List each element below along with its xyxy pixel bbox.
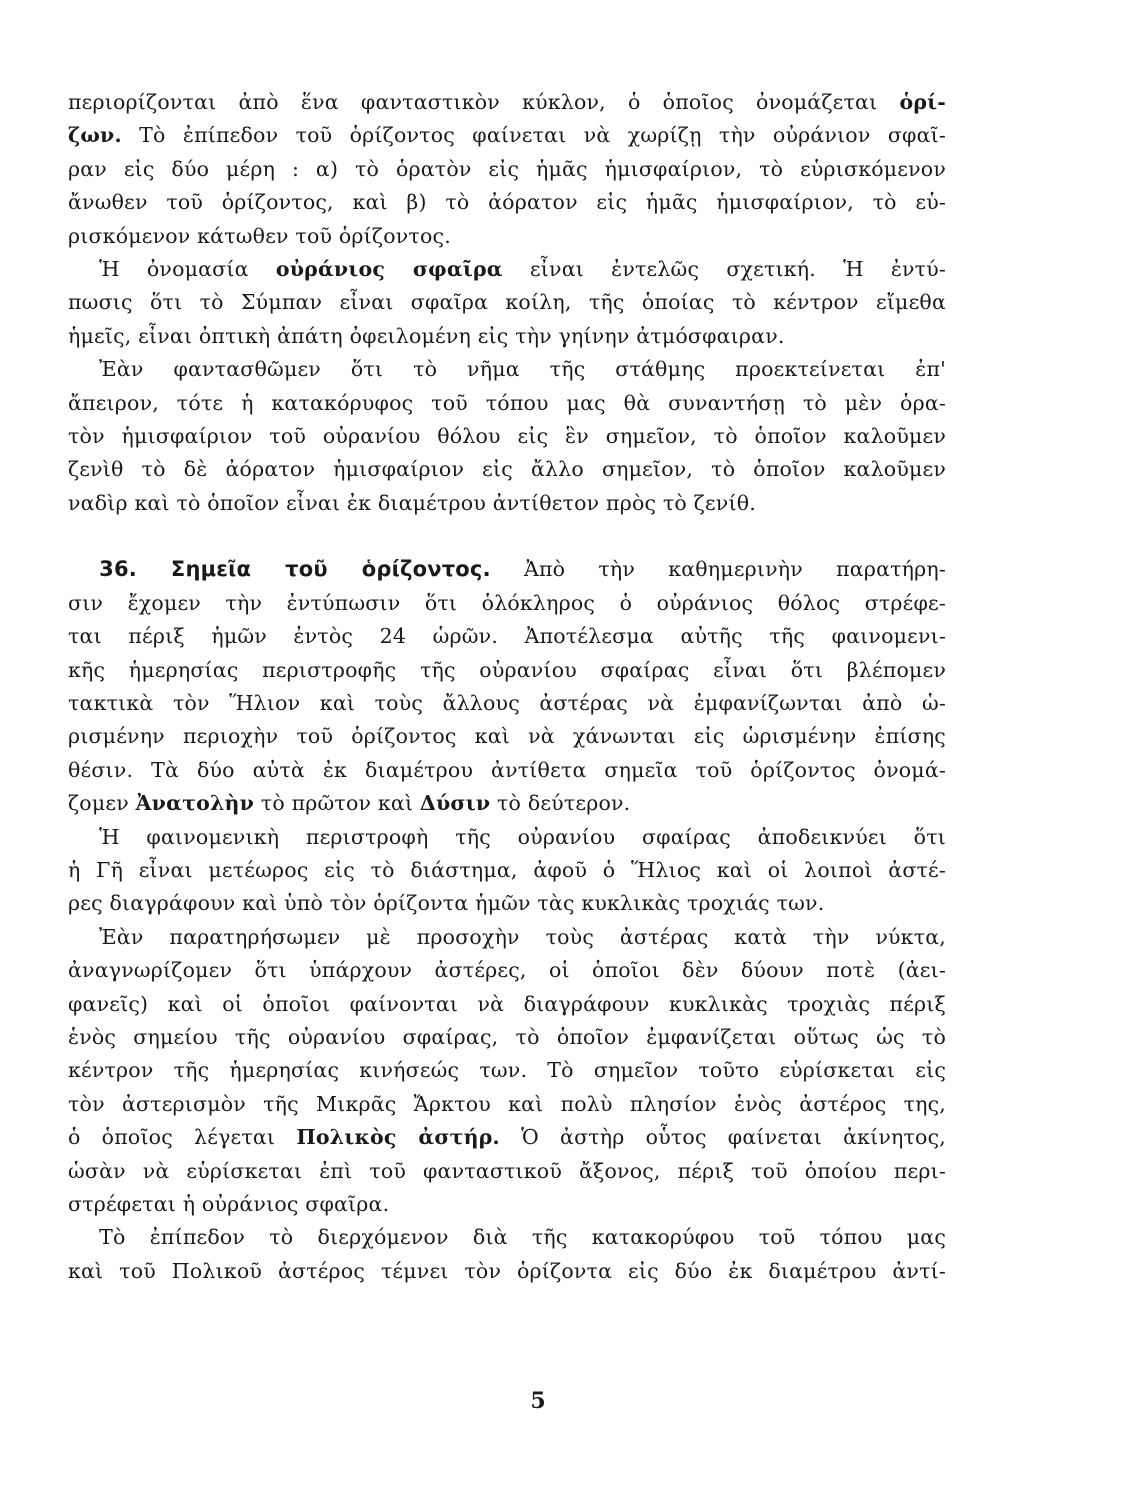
term-horizon: ὁρί- bbox=[899, 90, 946, 114]
text-line: ται πέριξ ἡμῶν ἐντὸς 24 ὡρῶν. Ἀποτέλεσμα αὐτῆς τῆς φαινομενι- bbox=[68, 624, 946, 649]
text-line: ὡσὰν νὰ εὑρίσκεται ἐπὶ τοῦ φανταστικοῦ ἄξονος, πέριξ τοῦ ὁποίου περι- bbox=[68, 1158, 946, 1183]
text-line: πωσις ὅτι τὸ Σύμπαν εἶναι σφαῖρα κοίλη, τῆς ὁποίας τὸ κέντρον εἴμεθα bbox=[68, 290, 946, 315]
text-line bbox=[68, 119, 946, 152]
text-run: Ἐὰν παρατηρήσωμεν μὲ προσοχὴν τοὺς ἀστέρας κατὰ τὴν νύκτα, bbox=[99, 924, 946, 949]
paragraph-section-36 bbox=[68, 553, 946, 820]
text-line: καὶ τοῦ Πολικοῦ ἀστέρος τέμνει τὸν ὁρίζοντα εἰς δύο ἐκ διαμέτρου ἀντί- bbox=[68, 1258, 946, 1283]
text-run: Ἡ ὀνομασία bbox=[99, 257, 249, 282]
text-line: ἡμεῖς, εἶναι ὀπτικὴ ἀπάτη ὀφειλομένη εἰς τὴν γηίνην ἀτμόσφαιραν. bbox=[68, 323, 785, 348]
paragraph-zenith-nadir bbox=[68, 353, 946, 520]
text-line: ζενὶθ τὸ δὲ ἀόρατον ἡμισφαίριον εἰς ἄλλο σημεῖον, τὸ ὁποῖον καλοῦμεν bbox=[68, 457, 946, 482]
page-number: 5 bbox=[530, 1388, 546, 1414]
text-run: Τὸ ἐπίπεδον τοῦ ὁρίζοντος φαίνεται νὰ χωρίζῃ τὴν οὐράνιον σφαῖ- bbox=[139, 123, 946, 148]
text-line: στρέφεται ἡ οὐράνιος σφαῖρα. bbox=[68, 1192, 390, 1216]
section-heading: 36. Σημεῖα τοῦ ὁρίζοντος. bbox=[99, 557, 491, 582]
text-line bbox=[68, 787, 946, 820]
text-line bbox=[68, 1121, 946, 1154]
text-run: Τὸ ἐπίπεδον τὸ διερχόμενον διὰ τῆς κατακορύφου τοῦ τόπου μας bbox=[99, 1225, 946, 1250]
text-line: ραν εἰς δύο μέρη : α) τὸ ὁρατὸν εἰς ἡμᾶς ἡμισφαίριον, τὸ εὑρισκόμενον bbox=[68, 156, 946, 181]
text-line bbox=[68, 821, 946, 854]
text-line bbox=[68, 86, 946, 119]
term-horizon-end: ζων. bbox=[68, 123, 122, 148]
paragraph-apparent-rotation bbox=[68, 821, 946, 921]
text-line bbox=[68, 1221, 946, 1254]
text-run: περιορίζονται ἀπὸ ἕνα φανταστικὸν κύκλον, ὁ ὁποῖος ὀνομάζεται bbox=[68, 90, 878, 114]
text-run: Ἀπὸ τὴν καθημερινὴν παρατήρη- bbox=[523, 557, 947, 582]
text-line: ἑνὸς σημείου τῆς οὐρανίου σφαίρας, τὸ ὁποῖον ἐμφανίζεται οὕτως ὡς τὸ bbox=[68, 1024, 946, 1049]
text-line: σιν ἔχομεν τὴν ἐντύπωσιν ὅτι ὁλόκληρος ὁ οὐράνιος θόλος στρέφε- bbox=[68, 590, 946, 615]
text-line: ρισμένην περιοχὴν τοῦ ὁρίζοντος καὶ νὰ χάνωνται εἰς ὡρισμένην ἐπίσης bbox=[68, 724, 946, 749]
text-line: ναδὶρ καὶ τὸ ὁποῖον εἶναι ἐκ διαμέτρου ἀντίθετον πρὸς τὸ ζενίθ. bbox=[68, 490, 756, 515]
paragraph-polar-star bbox=[68, 921, 946, 1222]
text-run: Ὁ ἀστὴρ οὗτος φαίνεται ἀκίνητος, bbox=[521, 1125, 946, 1150]
term-west: Δύσιν bbox=[419, 791, 491, 816]
text-line: ρισκόμενον κάτωθεν τοῦ ὁρίζοντος. bbox=[68, 223, 451, 248]
text-line bbox=[68, 553, 946, 586]
text-line: ρες διαγράφουν καὶ ὑπὸ τὸν ὁρίζοντα ἡμῶν τὰς κυκλικὰς τροχιάς των. bbox=[68, 891, 825, 916]
text-line: ἡ Γῆ εἶναι μετέωρος εἰς τὸ διάστημα, ἀφοῦ ὁ Ἥλιος καὶ οἱ λοιποὶ ἀστέ- bbox=[68, 857, 946, 882]
text-line: ἄνωθεν τοῦ ὁρίζοντος, καὶ β) τὸ ἀόρατον εἰς ἡμᾶς ἡμισφαίριον, τὸ εὑ- bbox=[68, 190, 946, 215]
term-polar-star: Πολικὸς ἀστήρ. bbox=[296, 1125, 500, 1150]
text-run: Ἡ φαινομενικὴ περιστροφὴ τῆς οὐρανίου σφαίρας ἀποδεικνύει ὅτι bbox=[99, 824, 946, 849]
text-line: τακτικὰ τὸν Ἥλιον καὶ τοὺς ἄλλους ἀστέρας νὰ ἐμφανίζωνται ἀπὸ ὡ- bbox=[68, 690, 946, 715]
text-run: ὁ ὁποῖος λέγεται bbox=[68, 1125, 276, 1150]
text-line: κέντρον τῆς ἡμερησίας κινήσεώς των. Τὸ σημεῖον τοῦτο εὑρίσκεται εἰς bbox=[68, 1058, 946, 1083]
text-line: ἄπειρον, τότε ἡ κατακόρυφος τοῦ τόπου μας θὰ συναντήσῃ τὸ μὲν ὁρα- bbox=[68, 390, 946, 415]
body-text bbox=[68, 86, 946, 1288]
text-run: εἶναι ἐντελῶς σχετική. Ἡ ἐντύ- bbox=[529, 257, 947, 282]
text-line bbox=[68, 921, 946, 954]
text-run: τὸ δεύτερον. bbox=[497, 791, 631, 816]
paragraph-celestial-sphere bbox=[68, 253, 946, 353]
paragraph-meridian-plane bbox=[68, 1221, 946, 1288]
text-line bbox=[68, 353, 946, 386]
text-run: τὸ πρῶτον καὶ bbox=[260, 791, 414, 816]
text-line: τὸν ἡμισφαίριον τοῦ οὐρανίου θόλου εἰς ἓν σημεῖον, τὸ ὁποῖον καλοῦμεν bbox=[68, 424, 946, 449]
text-run: ζομεν bbox=[68, 791, 129, 816]
text-run: Ἐὰν φαντασθῶμεν ὅτι τὸ νῆμα τῆς στάθμης προεκτείνεται ἐπ' bbox=[99, 357, 946, 382]
text-line: φανεῖς) καὶ οἱ ὁποῖοι φαίνονται νὰ διαγράφουν κυκλικὰς τροχιὰς πέριξ bbox=[68, 991, 946, 1016]
text-line bbox=[68, 253, 946, 286]
term-east: Ἀνατολὴν bbox=[135, 791, 255, 816]
text-line: ἀναγνωρίζομεν ὅτι ὑπάρχουν ἀστέρες, οἱ ὁποῖοι δὲν δύουν ποτὲ (ἀει- bbox=[68, 958, 946, 983]
paragraph-horizon bbox=[68, 86, 946, 253]
term-celestial-sphere: οὐράνιος σφαῖρα bbox=[275, 257, 503, 282]
text-line: τὸν ἀστερισμὸν τῆς Μικρᾶς Ἄρκτου καὶ πολὺ πλησίον ἑνὸς ἀστέρος της, bbox=[68, 1091, 946, 1116]
text-line: θέσιν. Τὰ δύο αὐτὰ ἐκ διαμέτρου ἀντίθετα σημεῖα τοῦ ὁρίζοντος ὀνομά- bbox=[68, 757, 946, 782]
text-line: κῆς ἡμερησίας περιστροφῆς τῆς οὐρανίου σφαίρας εἶναι ὅτι βλέπομεν bbox=[68, 657, 946, 682]
